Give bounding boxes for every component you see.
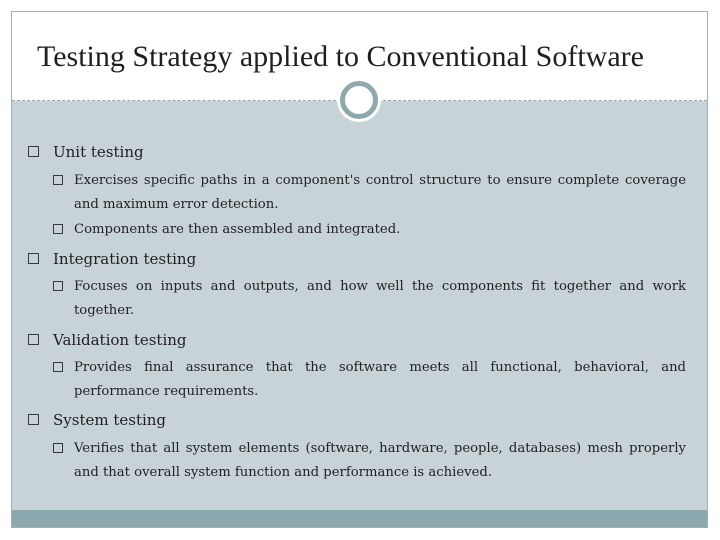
checkbox-bullet-icon	[53, 281, 63, 291]
slide-title: Testing Strategy applied to Conventional Software	[37, 40, 644, 73]
checkbox-bullet-icon	[28, 146, 39, 157]
sub-bullet: Focuses on inputs and outputs, and how well the components fit together and work together.	[53, 275, 686, 323]
footer-bar	[12, 510, 707, 527]
checkbox-bullet-icon	[28, 414, 39, 425]
slide	[11, 11, 708, 528]
sub-bullet: Components are then assembled and integrated.	[53, 218, 686, 242]
checkbox-bullet-icon	[28, 334, 39, 345]
sub-bullet: Verifies that all system elements (software, hardware, people, databases) mesh properly and that overall system function and performance is achieved.	[53, 437, 686, 485]
sub-bullet: Provides final assurance that the software meets all functional, behavioral, and performance requirements.	[53, 356, 686, 404]
sub-bullet: Exercises specific paths in a component's control structure to ensure complete coverage and maximum error detection.	[53, 169, 686, 217]
checkbox-bullet-icon	[53, 362, 63, 372]
checkbox-bullet-icon	[53, 175, 63, 185]
circle-ornament-icon	[340, 81, 378, 119]
checkbox-bullet-icon	[53, 443, 63, 453]
content-area: Unit testing Exercises specific paths in a component's control structure to ensure complete coverage and maximum error detection. Components are then assembled and integrated. Integration testing Focuses on inputs and outputs, and how well the components fit together and work together. Validation testing Provides final assurance that the software meets all functional, behavioral, and performance requirements. System testing Verifies that all system elements (software, hardware, people, databases) mesh properly and that overall system function and performance is achieved.	[12, 101, 707, 510]
checkbox-bullet-icon	[53, 224, 63, 234]
checkbox-bullet-icon	[28, 253, 39, 264]
